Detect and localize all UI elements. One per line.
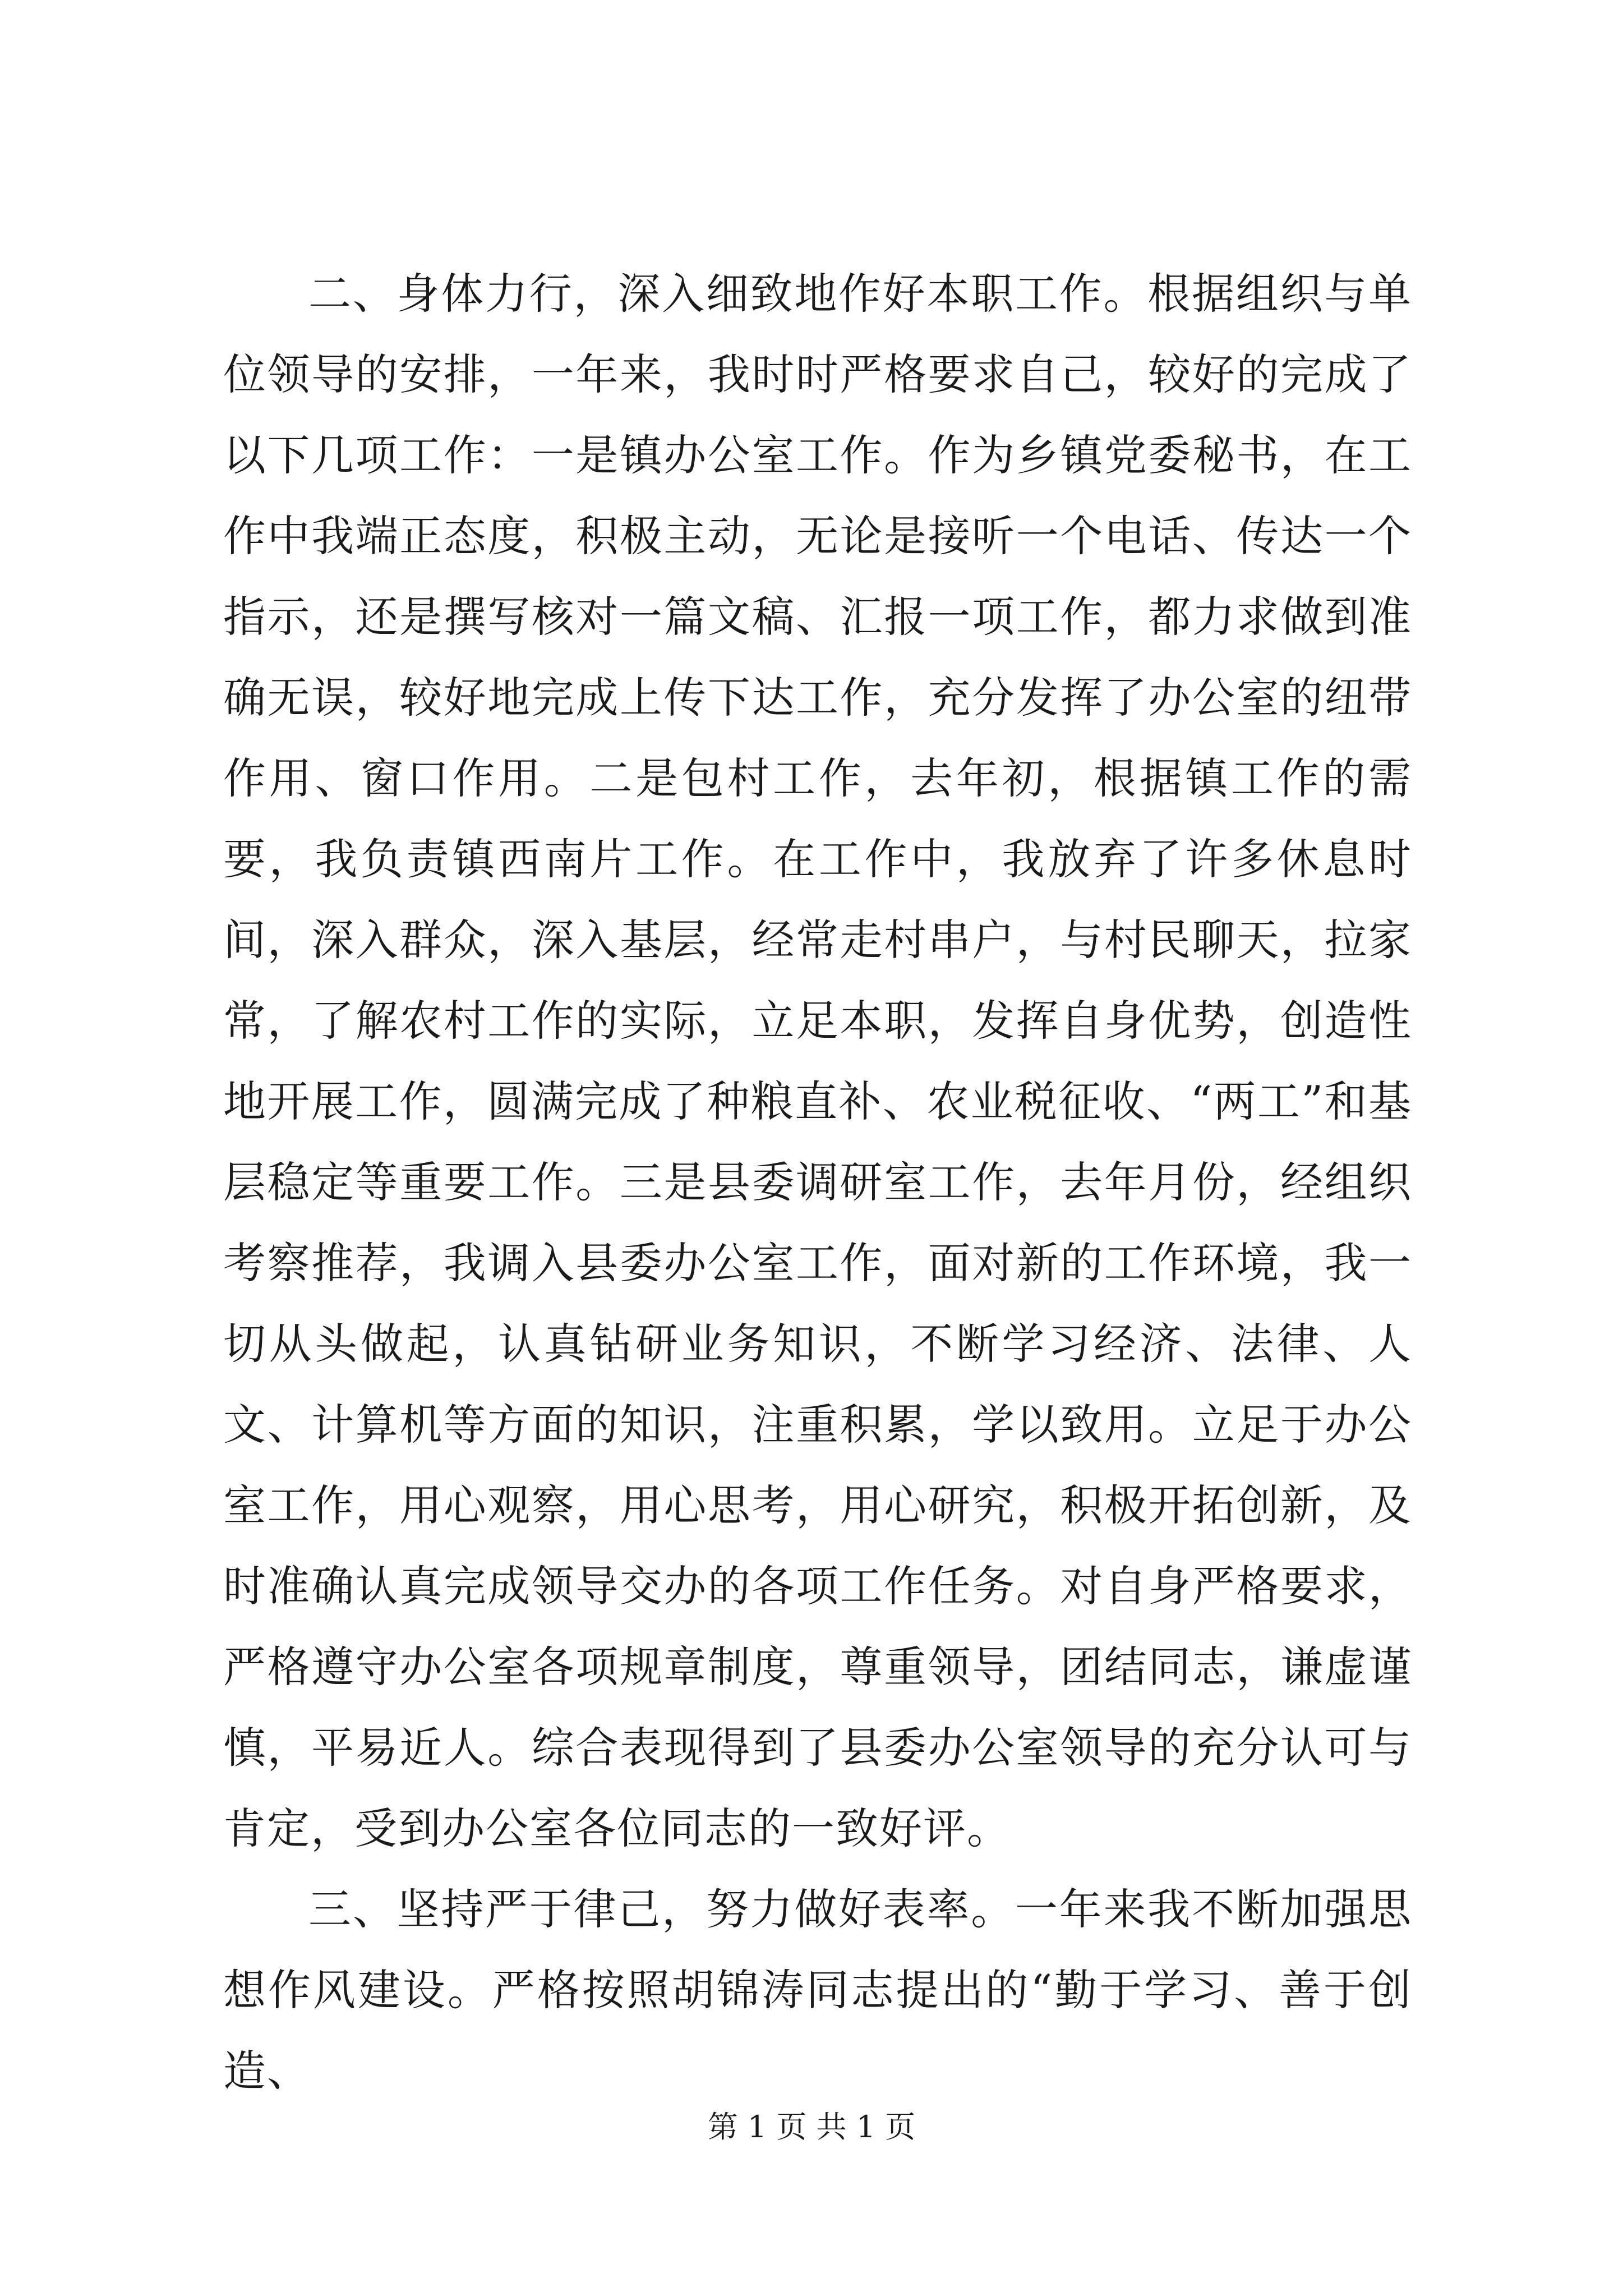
page-footer: 第 1 页 共 1 页 bbox=[707, 2109, 916, 2145]
paragraph-section-three: 三、坚持严于律己，努力做好表率。一年来我不断加强思想作风建设。严格按照胡锦涛同志提出的“勤于学习、善于创造、 bbox=[223, 1884, 1412, 2096]
document-body bbox=[223, 254, 1412, 2111]
paragraph-section-two: 二、身体力行，深入细致地作好本职工作。根据组织与单位领导的安排，一年来，我时时严格要求自己，较好的完成了以下几项工作：一是镇办公室工作。作为乡镇党委秘书，在工作中我端正态度，积极主动，无论是接听一个电话、传达一个指示，还是撰写核对一篇文稿、汇报一项工作，都力求做到准确无误，较好地完成上传下达工作，充分发挥了办公室的纽带作用、窗口作用。二是包村工作，去年初，根据镇工作的需要，我负责镇西南片工作。在工作中，我放弃了许多休息时间，深入群众，深入基层，经常走村串户，与村民聊天，拉家常，了解农村工作的实际，立足本职，发挥自身优势，创造性地开展工作，圆满完成了种粮直补、农业税征收、“两工”和基层稳定等重要工作。三是县委调研室工作，去年月份，经组织考察推荐，我调入县委办公室工作，面对新的工作环境，我一切从头做起，认真钻研业务知识，不断学习经济、法律、人文、计算机等方面的知识，注重积累，学以致用。立足于办公室工作，用心观察，用心思考，用心研究，积极开拓创新，及时准确认真完成领导交办的各项工作任务。对自身严格要求，严格遵守办公室各项规章制度，尊重领导，团结同志，谦虚谨慎，平易近人。综合表现得到了县委办公室领导的充分认可与肯定，受到办公室各位同志的一致好评。 bbox=[223, 269, 1412, 1853]
